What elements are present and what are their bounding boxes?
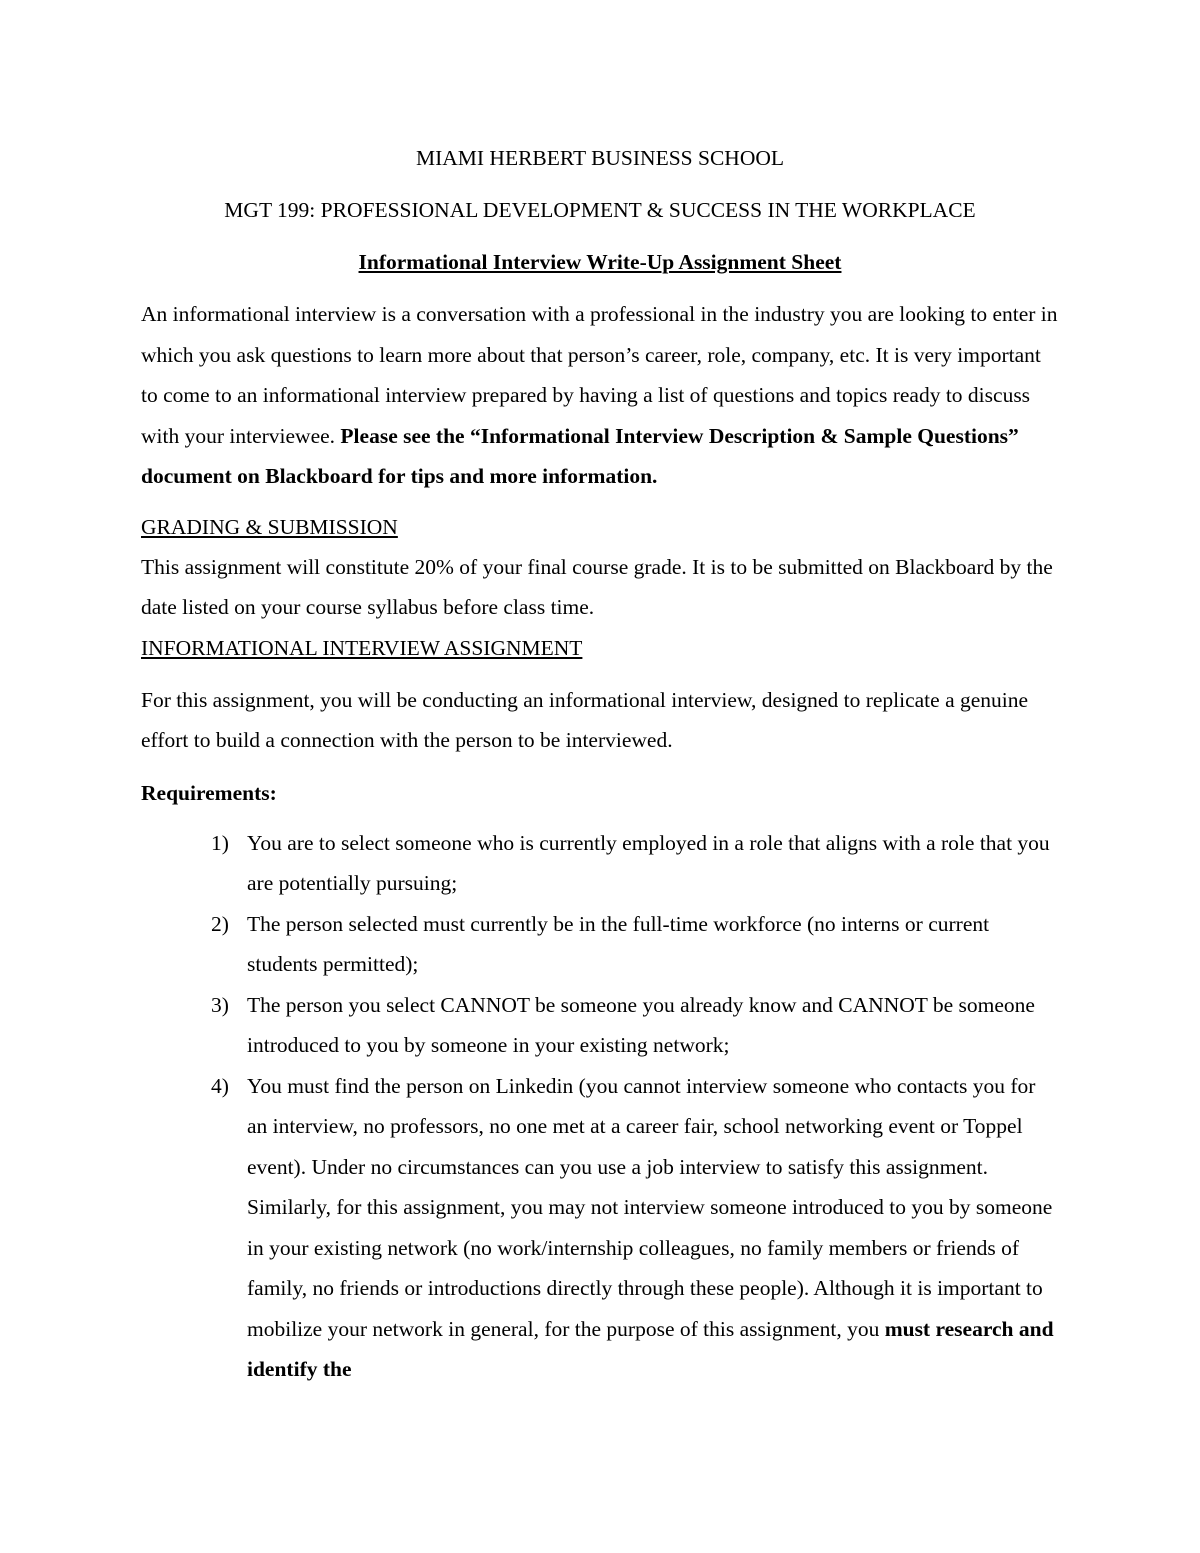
requirement-number: 3) (211, 992, 229, 1017)
requirements-heading: Requirements: (141, 780, 277, 805)
requirement-bold-text: must research and identify the (247, 1316, 1054, 1381)
requirement-text: You are to select someone who is currently employed in a role that aligns with a role that you are potentially pursuing; (247, 830, 1050, 895)
course-title: MGT 199: PROFESSIONAL DEVELOPMENT & SUCCESS IN THE WORKPLACE (224, 198, 976, 222)
requirement-number: 4) (211, 1073, 229, 1098)
requirement-number: 1) (211, 830, 229, 855)
school-title: MIAMI HERBERT BUSINESS SCHOOL (415, 146, 785, 170)
intro-paragraph (141, 294, 1061, 497)
assignment-paragraph: For this assignment, you will be conducting an informational interview, designed to replicate a genuine effort to build a connection with the person to be interviewed. (141, 687, 1029, 752)
requirements-list (141, 823, 1061, 1390)
requirement-item-2 (141, 904, 1061, 985)
requirement-item-1 (141, 823, 1061, 904)
sheet-title: Informational Interview Write-Up Assignment Sheet (358, 250, 842, 274)
requirement-item-3 (141, 985, 1061, 1066)
grading-section-label: GRADING & SUBMISSION (141, 514, 398, 539)
intro-bold-note: Please see the “Informational Interview Description & Sample Questions” document on Blackboard for tips and more information. (141, 423, 1019, 488)
assignment-section-label: INFORMATIONAL INTERVIEW ASSIGNMENT (141, 635, 583, 660)
requirement-number: 2) (211, 911, 229, 936)
requirement-text: The person selected must currently be in the full-time workforce (no interns or current students permitted); (247, 911, 990, 976)
requirement-text: You must find the person on Linkedin (you cannot interview someone who contacts you for an interview, no professors, no one met at a career fair, school networking event or Toppel event). Under no circumstances can you use a job interview to satisfy this assignment. Similarly, for this assignment, you may not interview someone introduced to you by someone in your existing network (no work/internship colleagues, no family members or friends of family, no friends or introductions directly through these people). Although it is important to mobilize your network in general, for the purpose of this assignment, you (247, 1073, 1053, 1341)
document-body (141, 138, 1061, 1390)
intro-text: An informational interview is a conversation with a professional in the industry you are looking to enter in which you ask questions to learn more about that person’s career, role, company, etc. It is very important to come to an informational interview prepared by having a list of questions and topics ready to discuss with your interviewee. (141, 302, 1058, 448)
requirement-item-4 (141, 1066, 1061, 1390)
grading-paragraph: This assignment will constitute 20% of your final course grade. It is to be submitted on Blackboard by the date listed on your course syllabus before class time. (141, 554, 1053, 619)
requirement-text: The person you select CANNOT be someone you already know and CANNOT be someone introduced to you by someone in your existing network; (247, 992, 1035, 1057)
